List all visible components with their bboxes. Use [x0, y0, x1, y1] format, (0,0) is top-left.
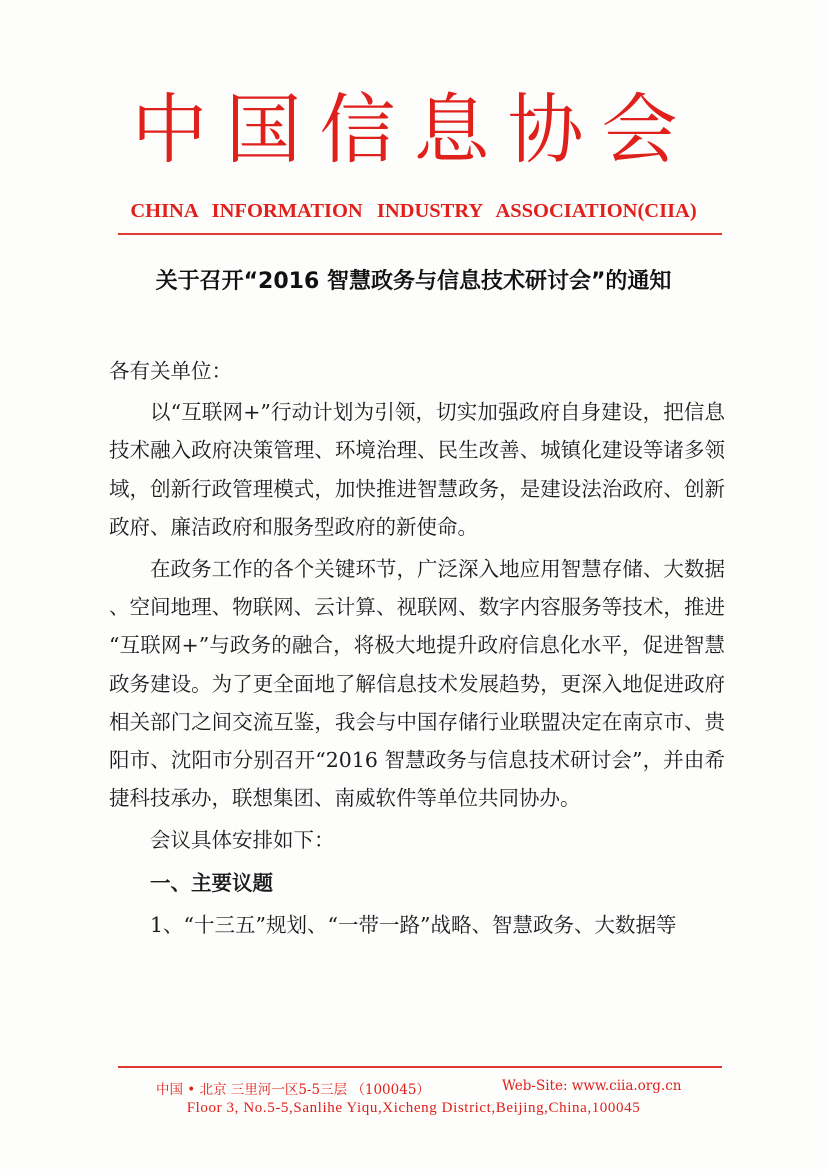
salutation: 各有关单位： [109, 359, 232, 383]
footer-website: Web-Site: www.ciia.org.cn [502, 1078, 682, 1094]
letterhead-divider [118, 233, 722, 235]
footer-divider [118, 1066, 722, 1068]
paragraph-1: 以“互联网+”行动计划为引领，切实加强政府自身建设，把信息技术融入政府决策管理、环境治理、民生改善、城镇化建设等诸多领域，创新行政管理模式，加快推进智慧政务，是建设法治政府、创新政府、廉洁政府和服务型政府的新使命。 [109, 400, 725, 539]
paragraph-2: 在政务工作的各个关键环节，广泛深入地应用智慧存储、大数据、空间地理、物联网、云计算、视联网、数字内容服务等技术，推进“互联网+”与政务的融合，将极大地提升政府信息化水平，促进智慧政务建设。为了更全面地了解信息技术发展趋势，更深入地促进政府相关部门之间交流互鉴，我会与中国存储行业联盟决定在南京市、贵阳市、沈阳市分别召开“2016 智慧政务与信息技术研讨会”，并由希捷科技承办，联想集团、南威软件等单位共同协办。 [109, 557, 725, 811]
section-heading: 一、主要议题 [150, 870, 273, 895]
document-title: 关于召开“2016 智慧政务与信息技术研讨会”的通知 [155, 269, 672, 294]
footer-address-en: Floor 3, No.5-5,Sanlihe Yiqu,Xicheng District,Beijing,China,100045 [186, 1100, 641, 1116]
org-name-en: CHINA INFORMATION INDUSTRY ASSOCIATION(CIIA) [130, 200, 697, 222]
paragraph-3: 会议具体安排如下： [150, 828, 335, 853]
document-body [109, 352, 725, 944]
list-item-1: 1、“十三五”规划、“一带一路”战略、智慧政务、大数据等 [150, 912, 677, 937]
footer-address-cn: 中国 • 北京 三里河一区5-5三层 （100045） [156, 1082, 430, 1098]
org-name-cn: 中国信息协会 [131, 85, 696, 174]
